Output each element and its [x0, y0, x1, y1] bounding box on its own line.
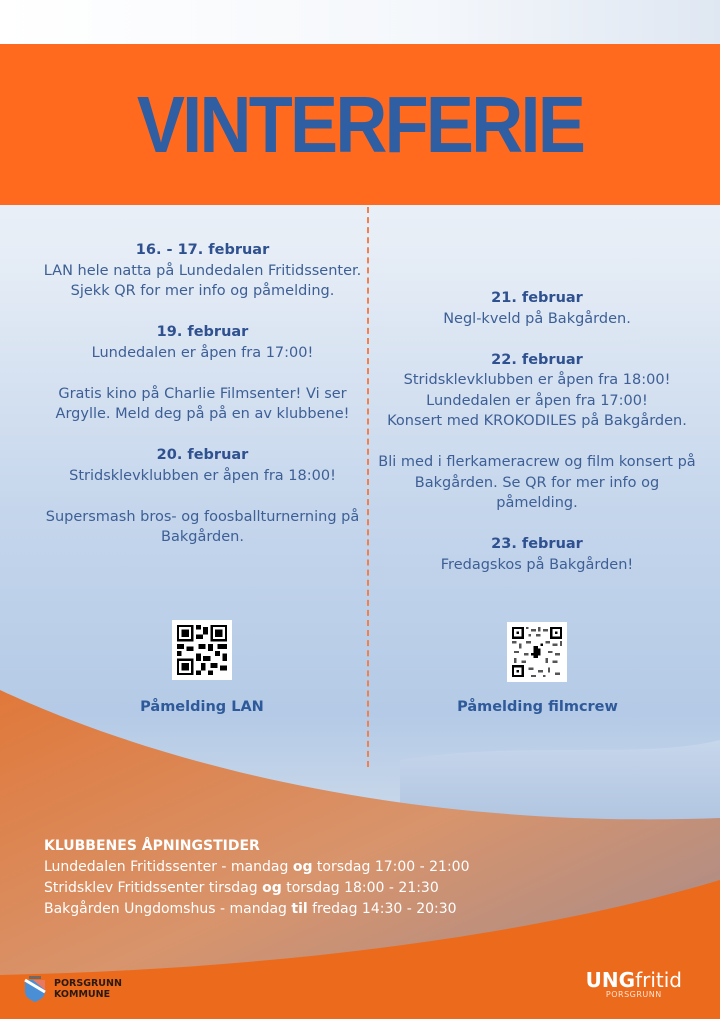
schedule-date: 20. februar	[156, 447, 249, 463]
opening-hours-row: Lundedalen Fritidssenter - mandag og torsdag 17:00 - 21:00	[44, 859, 470, 875]
schedule-text: Negl-kveld på Bakgården.	[443, 310, 631, 327]
schedule-date: 19. februar	[156, 324, 249, 340]
schedule-text: Stridsklevklubben er åpen fra 18:00!	[403, 372, 671, 388]
schedule-text: Supersmash bros- og foosballturnerning på Bakgården.	[45, 508, 360, 545]
ungfritid-logo: UNGfritid PORSGRUNN	[585, 968, 682, 999]
schedule-text: Lundedalen er åpen fra 17:00!	[91, 344, 314, 361]
schedule-text: Lundedalen er åpen fra 17:00!	[426, 392, 648, 409]
coat-of-arms-icon	[24, 976, 46, 1002]
schedule-text: Bli med i flerkameracrew og film konsert på Bakgården. Se QR for mer info og påmelding.	[378, 454, 696, 511]
page-title: VINTERFERIE	[136, 79, 584, 169]
porsgrunn-kommune-logo: PORSGRUNN KOMMUNE	[24, 976, 122, 1002]
schedule-date: 22. februar	[491, 351, 583, 368]
schedule-text: Stridsklevklubben er åpen fra 18:00!	[69, 467, 336, 484]
opening-hours-row: Stridsklev Fritidssenter tirsdag og torsdag 18:00 - 21:30	[44, 880, 439, 896]
qr-label-filmcrew: Påmelding filmcrew	[457, 699, 618, 715]
schedule-text: LAN hele natta på Lundedalen Fritidssenter. Sjekk QR for mer info og påmelding.	[43, 262, 362, 299]
opening-hours-heading: KLUBBENES ÅPNINGSTIDER	[44, 838, 260, 854]
schedule-date: 23. februar	[491, 536, 583, 552]
schedule-text: Konsert med KROKODILES på Bakgården.	[387, 413, 687, 429]
opening-hours	[44, 836, 469, 920]
schedule-text: Fredagskos på Bakgården!	[440, 556, 634, 573]
schedule-date: 16. - 17. februar	[135, 242, 270, 258]
schedule-text: Gratis kino på Charlie Filmsenter! Vi ser Argylle. Meld deg på på en av klubbene!	[55, 385, 350, 422]
qr-label-lan: Påmelding LAN	[140, 699, 264, 715]
schedule-date: 21. februar	[491, 290, 583, 306]
opening-hours-row: Bakgården Ungdomshus - mandag til fredag 14:30 - 20:30	[44, 901, 457, 917]
